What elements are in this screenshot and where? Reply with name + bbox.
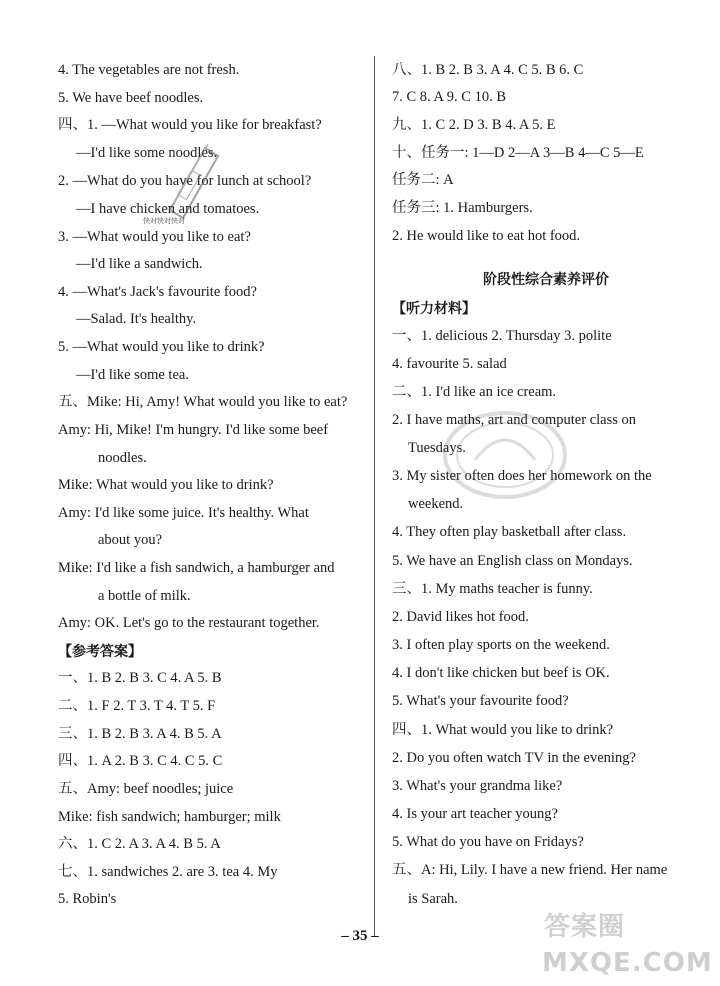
seal-watermark-icon: [430, 400, 580, 510]
text-line: 3. What's your grandma like?: [392, 778, 563, 794]
text-line: —I'd like a sandwich.: [76, 256, 203, 272]
text-line: 二、1. I'd like an ice cream.: [392, 384, 557, 400]
text-line: 3. My sister often does her homework on the: [392, 468, 652, 484]
answer-row: 七、1. sandwiches 2. are 3. tea 4. My: [58, 864, 278, 880]
answer-row: 三、1. B 2. B 3. A 4. B 5. A: [58, 726, 222, 742]
text-line: 4. —What's Jack's favourite food?: [58, 284, 257, 300]
text-line: 2. David likes hot food.: [392, 609, 529, 625]
text-line: noodles.: [98, 450, 147, 466]
text-line: 2. —What do you have for lunch at school?: [58, 173, 312, 189]
text-line: —Salad. It's healthy.: [76, 311, 197, 327]
text-line: 5. What's your favourite food?: [392, 693, 569, 709]
section-title: 阶段性综合素养评价: [483, 272, 609, 288]
text-line: 4. Is your art teacher young?: [392, 806, 558, 822]
text-line: Amy: OK. Let's go to the restaurant together.: [58, 615, 320, 631]
answer-row: 四、1. A 2. B 3. C 4. C 5. C: [58, 753, 223, 769]
text-line: —I'd like some tea.: [76, 367, 189, 383]
text-line: 三、1. My maths teacher is funny.: [392, 581, 593, 597]
answer-row: 任务三: 1. Hamburgers.: [392, 200, 533, 216]
stamp-caption: 快对快对快对: [143, 217, 185, 225]
answer-row: 任务二: A: [392, 172, 454, 188]
answer-row: 5. Robin's: [58, 891, 117, 907]
answer-row: 五、Amy: beef noodles; juice: [58, 781, 234, 797]
section-heading-answers: 【参考答案】: [58, 644, 142, 660]
answer-row: 二、1. F 2. T 3. T 4. T 5. F: [58, 698, 216, 714]
page-number: – 35 –: [341, 928, 379, 944]
text-line: Amy: Hi, Mike! I'm hungry. I'd like some beef: [58, 422, 329, 438]
text-line: a bottle of milk.: [98, 588, 191, 604]
column-divider: [374, 56, 375, 936]
text-line: is Sarah.: [408, 891, 458, 907]
answer-row: 十、任务一: 1—D 2—A 3—B 4—C 5—E: [392, 145, 644, 161]
answer-row: 九、1. C 2. D 3. B 4. A 5. E: [392, 117, 556, 133]
section-heading-listening: 【听力材料】: [392, 301, 476, 317]
logo-url: MXQE.COM: [542, 948, 713, 978]
text-line: Mike: I'd like a fish sandwich, a hamburger and: [58, 560, 335, 576]
text-line: 4. The vegetables are not fresh.: [58, 62, 240, 78]
text-line: —I'd like some noodles.: [76, 145, 218, 161]
text-line: 2. Do you often watch TV in the evening?: [392, 750, 636, 766]
site-logo: [540, 912, 713, 980]
text-line: 5. —What would you like to drink?: [58, 339, 265, 355]
text-line: 4. I don't like chicken but beef is OK.: [392, 665, 610, 681]
answer-row: 2. He would like to eat hot food.: [392, 228, 581, 244]
text-line: 五、Mike: Hi, Amy! What would you like to eat?: [58, 394, 348, 410]
text-line: weekend.: [408, 496, 464, 512]
answer-row: Mike: fish sandwich; hamburger; milk: [58, 809, 281, 825]
text-line: 五、A: Hi, Lily. I have a new friend. Her name: [392, 862, 668, 878]
text-line: 5. We have an English class on Mondays.: [392, 553, 633, 569]
text-line: 四、1. What would you like to drink?: [392, 722, 614, 738]
text-line: Amy: I'd like some juice. It's healthy. What: [58, 505, 309, 521]
text-line: 4. They often play basketball after class.: [392, 524, 627, 540]
text-line: 5. We have beef noodles.: [58, 90, 204, 106]
text-line: 5. What do you have on Fridays?: [392, 834, 584, 850]
answer-row: 六、1. C 2. A 3. A 4. B 5. A: [58, 836, 221, 852]
text-line: Mike: What would you like to drink?: [58, 477, 274, 493]
text-line: 3. I often play sports on the weekend.: [392, 637, 610, 653]
text-line: 4. favourite 5. salad: [392, 356, 507, 372]
text-line: 3. —What would you like to eat?: [58, 229, 251, 245]
answer-row: 八、1. B 2. B 3. A 4. C 5. B 6. C: [392, 62, 584, 78]
text-line: about you?: [98, 532, 163, 548]
answer-row: 7. C 8. A 9. C 10. B: [392, 89, 507, 105]
text-line: 2. I have maths, art and computer class on: [392, 412, 637, 428]
text-line: 四、1. —What would you like for breakfast?: [58, 117, 322, 133]
logo-text: 答案圈: [544, 912, 626, 942]
answer-row: 一、1. B 2. B 3. C 4. A 5. B: [58, 670, 222, 686]
text-line: Tuesdays.: [408, 440, 466, 456]
text-line: —I have chicken and tomatoes.: [76, 201, 260, 217]
text-line: 一、1. delicious 2. Thursday 3. polite: [392, 328, 612, 344]
